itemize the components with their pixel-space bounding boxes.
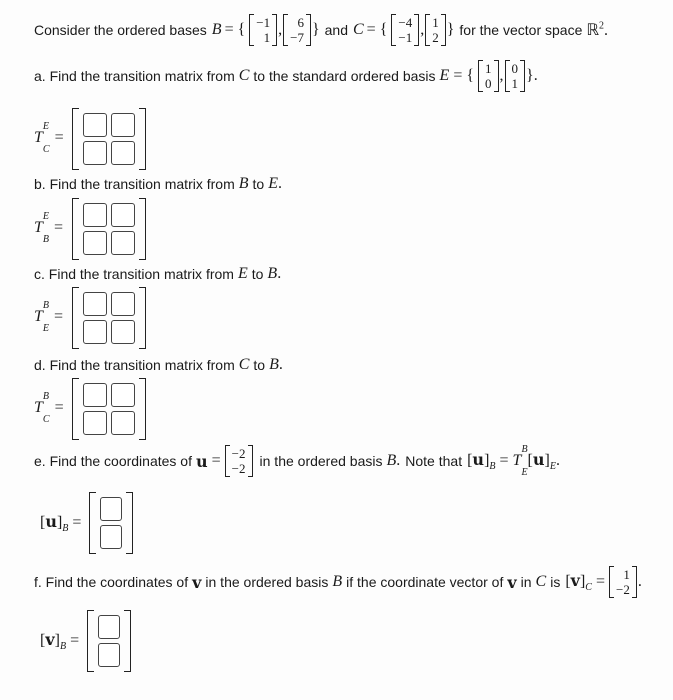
matrix-b-cell-22[interactable]	[111, 231, 135, 255]
matrix-input-d	[72, 378, 146, 440]
matrix-input-b	[72, 198, 146, 260]
matrix-b-cell-12[interactable]	[111, 203, 135, 227]
basis-b-vector-2: 6 −7	[283, 14, 311, 46]
part-c-answer	[34, 287, 146, 349]
basis-e-vector-1: 1 0	[478, 60, 499, 92]
part-b-prompt: b. Find the transition matrix from B to E .	[34, 175, 282, 192]
part-d-prompt: d. Find the transition matrix from C to B .	[34, 356, 283, 373]
part-e-prompt: e. Find the coordinates of u = −2 −2 in the ordered basis B . Note that $[u]_B = T$ B $_E[u]_E$.	[34, 443, 560, 479]
matrix-d-cell-11[interactable]	[83, 383, 107, 407]
basis-b-name: B	[211, 21, 222, 38]
transition-label-c: T B $_E$ =	[34, 299, 64, 335]
part-a-answer	[34, 108, 146, 170]
intro-line: Consider the ordered bases B = { −1 1 , 6 −7 } and C = { −4 −1 , 1 2 } for the vector space ℝ$^2$.	[34, 15, 609, 45]
intro-tail: for the vector space	[459, 22, 583, 38]
matrix-c-cell-21[interactable]	[83, 320, 107, 344]
basis-c-vector-1: −4 −1	[391, 14, 419, 46]
transition-label-b: T E $_B$ =	[34, 210, 64, 246]
transition-label-d: T B $_C$ =	[34, 390, 65, 426]
matrix-a-cell-22[interactable]	[111, 141, 135, 165]
matrix-b-cell-11[interactable]	[83, 203, 107, 227]
matrix-b-cell-21[interactable]	[83, 231, 107, 255]
matrix-a-cell-21[interactable]	[83, 141, 107, 165]
matrix-d-cell-12[interactable]	[111, 383, 135, 407]
part-f-prompt: f. Find the coordinates of v in the ordered basis B if the coordinate vector of v in C is $[v]_C$ = 1 −2 .	[34, 567, 642, 597]
matrix-a-cell-11[interactable]	[83, 113, 107, 137]
part-a-prompt: a. Find the transition matrix from C to the standard ordered basis E = { 1 0 , 0 1 }.	[34, 61, 538, 91]
matrix-d-cell-21[interactable]	[83, 411, 107, 435]
basis-c-vector-2: 1 2	[425, 14, 446, 46]
matrix-input-c	[72, 287, 146, 349]
basis-b-vector-1: −1 1	[249, 14, 277, 46]
vector-u: −2 −2	[225, 445, 253, 477]
matrix-a-cell-12[interactable]	[111, 113, 135, 137]
basis-e-vector-2: 0 1	[505, 60, 526, 92]
vector-v-cell-1[interactable]	[98, 615, 120, 639]
note-formula: $[u]_B = T$ B $_E[u]_E$.	[467, 443, 560, 479]
intro-and: and	[324, 22, 348, 38]
matrix-c-cell-12[interactable]	[111, 292, 135, 316]
matrix-c-cell-11[interactable]	[83, 292, 107, 316]
coord-label-u: $[u]_B$ =	[40, 511, 82, 535]
vector-u-cell-1[interactable]	[100, 497, 122, 521]
vector-u-cell-2[interactable]	[100, 525, 122, 549]
part-f-answer	[40, 610, 131, 672]
part-b-answer	[34, 198, 146, 260]
part-c-prompt: c. Find the transition matrix from E to B .	[34, 265, 282, 282]
transition-label-a: T E $_C$ =	[34, 120, 65, 156]
vector-v-cell-2[interactable]	[98, 643, 120, 667]
matrix-input-a	[72, 108, 146, 170]
vector-input-v	[87, 610, 131, 672]
coord-label-v: $[v]_B$ =	[40, 629, 80, 653]
intro-consider: Consider the ordered bases	[34, 22, 207, 38]
part-d-answer	[34, 378, 146, 440]
part-e-answer	[40, 492, 133, 554]
vector-space: ℝ$^2$.	[586, 20, 609, 39]
matrix-d-cell-22[interactable]	[111, 411, 135, 435]
matrix-c-cell-22[interactable]	[111, 320, 135, 344]
vector-v-coords-c: 1 −2	[609, 566, 637, 598]
vector-input-u	[89, 492, 133, 554]
basis-c-name: C	[353, 21, 364, 38]
